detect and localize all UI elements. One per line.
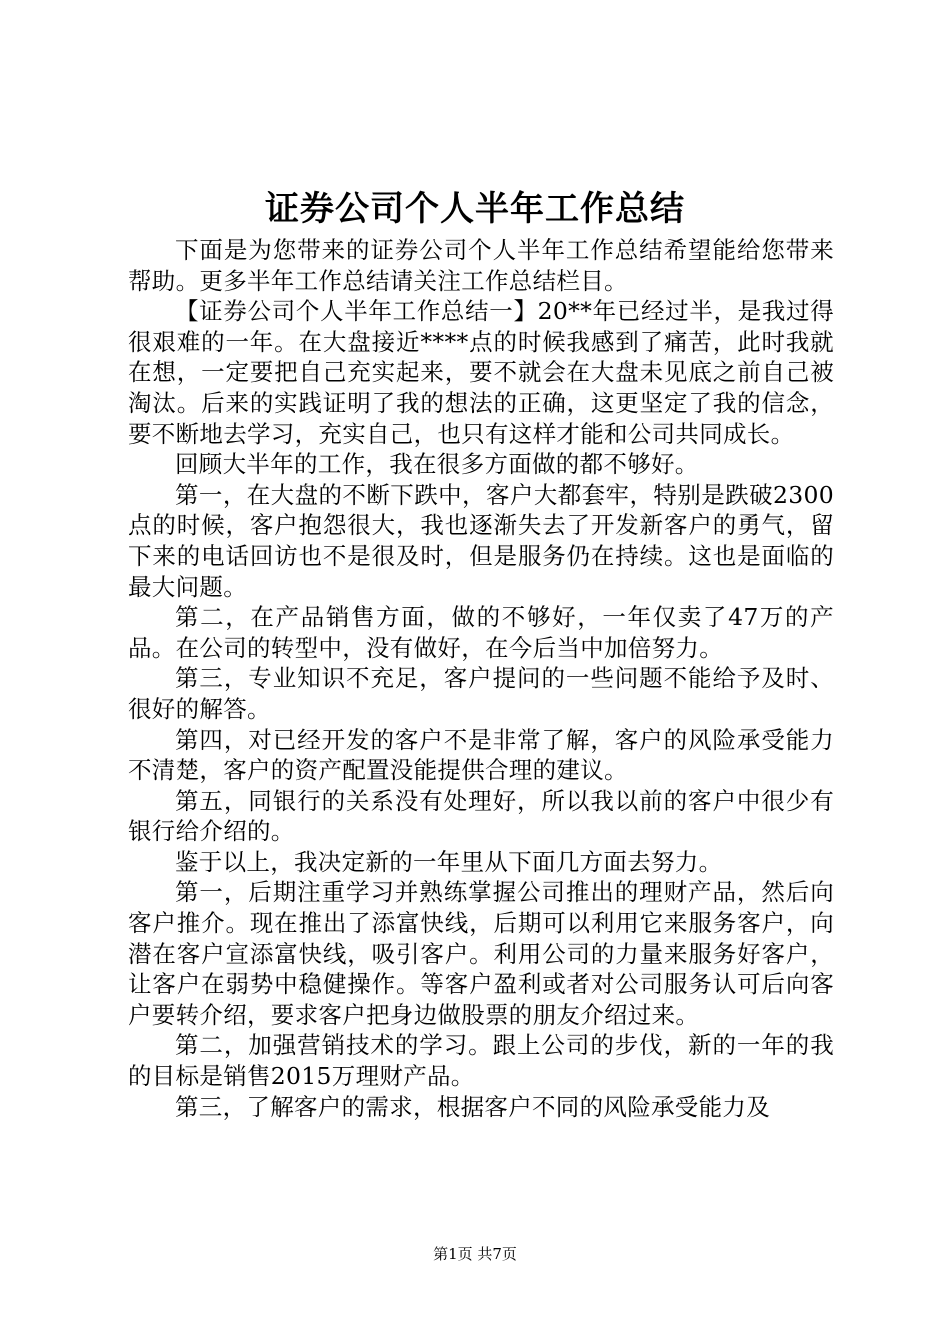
paragraph: 第五，同银行的关系没有处理好，所以我以前的客户中很少有银行给介绍的。 <box>128 786 834 846</box>
paragraph: 第二，在产品销售方面，做的不够好，一年仅卖了47万的产品。在公司的转型中，没有做好，在今后当中加倍努力。 <box>128 603 834 662</box>
document-body <box>128 235 834 1122</box>
paragraph: 鉴于以上，我决定新的一年里从下面几方面去努力。 <box>175 847 723 876</box>
paragraph: 下面是为您带来的证券公司个人半年工作总结希望能给您带来帮助。更多半年工作总结请关注工作总结栏目。 <box>128 236 834 295</box>
paragraph: 【证券公司个人半年工作总结一】20**年已经过半，是我过得很艰难的一年。在大盘接近****点的时候我感到了痛苦，此时我就在想，一定要把自己充实起来，要不就会在大盘未见底之前自己被淘汰。后来的实践证明了我的想法的正确，这更坚定了我的信念，要不断地去学习，充实自己，也只有这样才能和公司共同成长。 <box>128 297 834 448</box>
paragraph: 第一，在大盘的不断下跌中，客户大都套牢，特别是跌破2300点的时候，客户抱怨很大，我也逐渐失去了开发新客户的勇气，留下来的电话回访也不是很及时，但是服务仍在持续。这也是面临的最大问题。 <box>128 480 834 601</box>
paragraph: 回顾大半年的工作，我在很多方面做的都不够好。 <box>175 450 699 479</box>
paragraph: 第三，专业知识不充足，客户提问的一些问题不能给予及时、很好的解答。 <box>128 664 834 723</box>
paragraph: 第四，对已经开发的客户不是非常了解，客户的风险承受能力不清楚，客户的资产配置没能提供合理的建议。 <box>128 725 834 785</box>
page-number-footer: 第1页 共7页 <box>433 1245 517 1263</box>
paragraph: 第二，加强营销技术的学习。跟上公司的步伐，新的一年的我的目标是销售2015万理财产品。 <box>128 1031 834 1091</box>
document-title: 证券公司个人半年工作总结 <box>265 189 685 229</box>
paragraph: 第三，了解客户的需求，根据客户不同的风险承受能力及 <box>175 1092 770 1121</box>
paragraph: 第一，后期注重学习并熟练掌握公司推出的理财产品，然后向客户推介。现在推出了添富快线，后期可以利用它来服务客户，向潜在客户宣添富快线，吸引客户。利用公司的力量来服务好客户，让客户在弱势中稳健操作。等客户盈利或者对公司服务认可后向客户要转介绍，要求客户把身边做股票的朋友介绍过来。 <box>128 878 834 1029</box>
